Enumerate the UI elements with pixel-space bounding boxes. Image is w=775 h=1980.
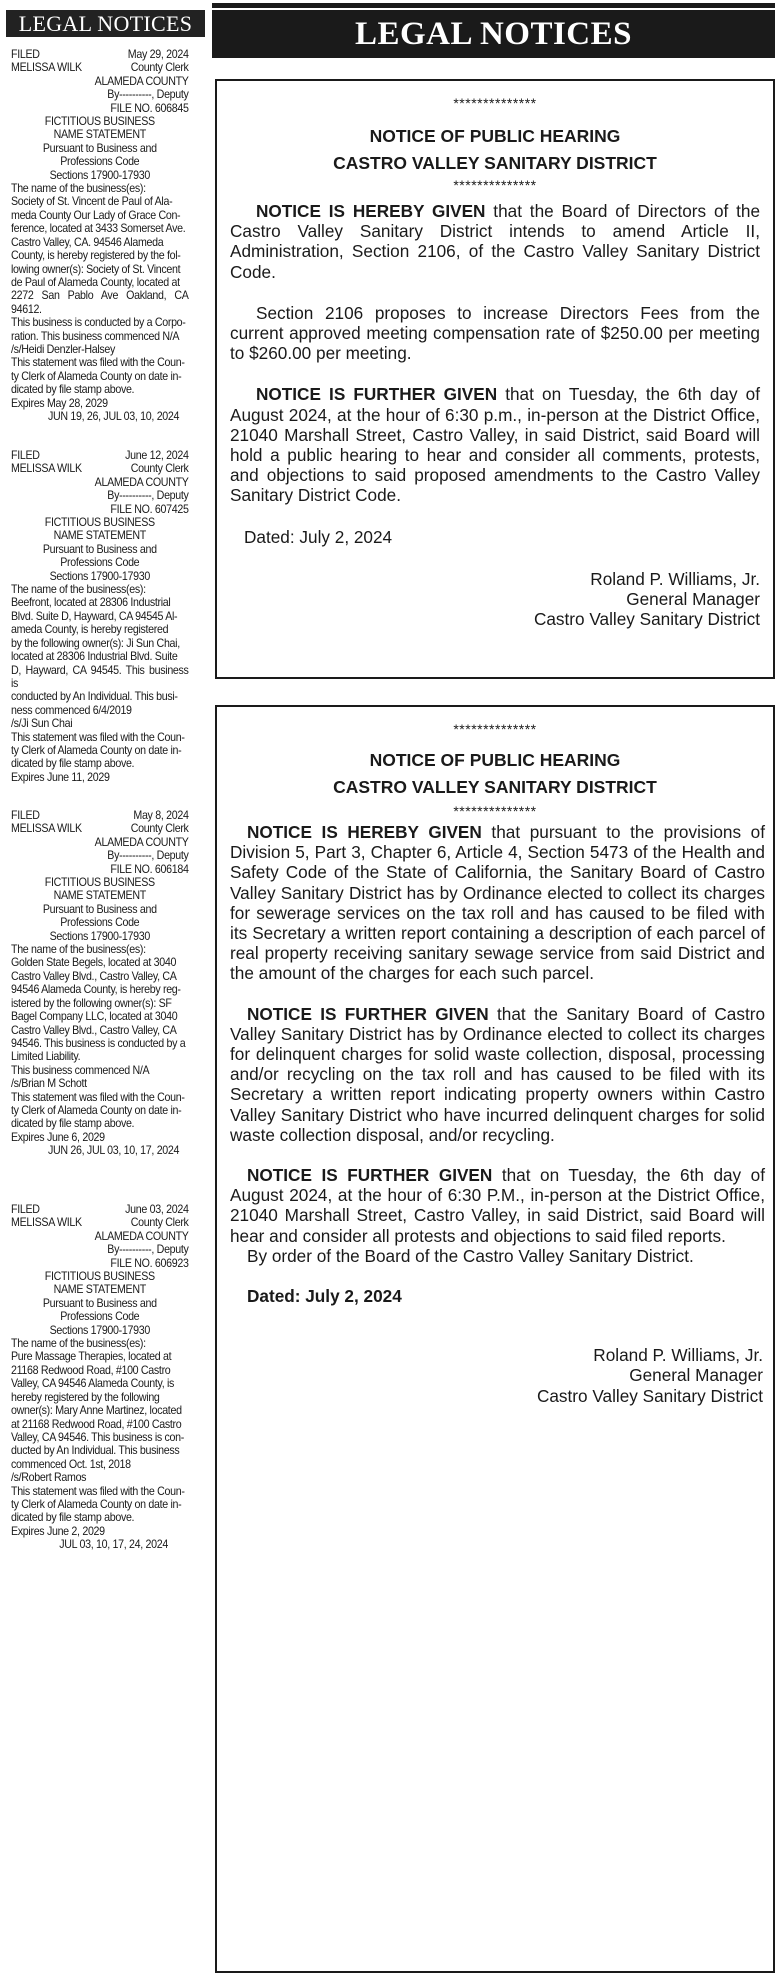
statement-body-line: Blvd. Suite D, Hayward, CA 94545 Al- — [11, 609, 178, 623]
clerk-title: County Clerk — [130, 61, 189, 75]
statement-body-line: conducted by An Individual. This busi- — [11, 690, 178, 704]
statement-heading-line: Professions Code — [60, 556, 140, 570]
filed-label: FILED — [11, 809, 40, 822]
statement-body-line: Valley, CA 94546. This business is con- — [11, 1430, 185, 1444]
statement-body-line: Valley, CA 94546 Alameda County, is — [11, 1377, 175, 1391]
statement-heading-line: Sections 17900-17930 — [49, 1323, 150, 1337]
left-column — [0, 0, 205, 1980]
statement-heading-line: Professions Code — [60, 155, 140, 169]
statement-body-line: 21168 Redwood Road, #100 Castro — [11, 1363, 171, 1377]
stars-divider-top: ************** — [453, 721, 537, 737]
filed-date: June 12, 2024 — [125, 449, 189, 462]
statement-body-line: D, Hayward, CA 94545. This business is — [11, 663, 189, 690]
statement-body-line: 94546 Alameda County, is hereby reg- — [11, 983, 181, 997]
statement-body-line: Expires June 2, 2029 — [11, 1524, 105, 1538]
statement-body-line: Castro Valley Blvd., Castro Valley, CA — [11, 969, 177, 983]
statement-body-line: meda County Our Lady of Grace Con- — [11, 208, 181, 222]
statement-body-line: Limited Liability. — [11, 1050, 81, 1064]
statement-heading-line: NAME STATEMENT — [53, 889, 146, 903]
fictitious-business-statement-1 — [11, 48, 189, 423]
filed-date: June 03, 2024 — [125, 1203, 189, 1216]
filed-row — [11, 809, 189, 822]
statement-body-line: Expires June 6, 2029 — [11, 1130, 105, 1144]
statement-heading-line: Professions Code — [60, 916, 140, 930]
notice-paragraph-4: By order of the Board of the Castro Valley Sanitary District. — [247, 1245, 694, 1266]
notice-lead-in: NOTICE IS FURTHER GIVEN — [247, 1003, 489, 1024]
statement-body-line: dicated by file stamp above. — [11, 383, 135, 397]
statement-heading-line: FICTITIOUS BUSINESS — [44, 1270, 155, 1284]
statement-body-line: The name of the business(es): — [11, 943, 146, 957]
stars-divider-top: ************** — [453, 95, 537, 111]
filed-row — [11, 449, 189, 462]
statement-body-line: lowing owner(s): Society of St. Vincent — [11, 262, 181, 276]
publication-dates: JUN 26, JUL 03, 10, 17, 2024 — [48, 1144, 180, 1158]
clerk-name: MELISSA WILK — [11, 61, 82, 75]
statement-body-line: This statement was filed with the Coun- — [11, 1090, 185, 1104]
statement-body-line: Expires June 11, 2029 — [11, 770, 110, 784]
statement-body-line: Castro Valley Blvd., Castro Valley, CA — [11, 1023, 177, 1037]
filed-row — [11, 48, 189, 61]
clerk-row — [11, 1216, 189, 1229]
statement-body-line: /s/Brian M Schott — [11, 1077, 87, 1091]
statement-body-line: dicated by file stamp above. — [11, 1511, 135, 1525]
statement-body-line: ness commenced 6/4/2019 — [11, 703, 132, 717]
deputy-line: By----------, Deputy — [107, 489, 189, 503]
publication-dates: JUN 19, 26, JUL 03, 10, 2024 — [48, 409, 180, 423]
statement-body-line: ameda County, is hereby registered — [11, 623, 169, 637]
statement-body-line: Society of St. Vincent de Paul of Ala- — [11, 195, 173, 209]
statement-body-line: Golden State Begels, located at 3040 — [11, 956, 177, 970]
statement-body-line: de Paul of Alameda County, located at — [11, 275, 180, 289]
statement-body-line: County, is hereby registered by the fol- — [11, 249, 181, 263]
statement-body-line: Castro Valley, CA. 94546 Alameda — [11, 235, 164, 249]
legal-notices-banner: LEGAL NOTICES — [212, 10, 775, 58]
statement-body-line: commenced Oct. 1st, 2018 — [11, 1457, 131, 1471]
clerk-name: MELISSA WILK — [11, 462, 82, 476]
notice-title-line2: CASTRO VALLEY SANITARY DISTRICT — [333, 777, 657, 797]
statement-heading-line: Pursuant to Business and — [42, 542, 157, 556]
notice-director-fees — [215, 79, 775, 679]
filed-row — [11, 1203, 189, 1216]
notice-tax-roll-charges — [215, 705, 775, 1973]
file-number: FILE NO. 606184 — [110, 862, 189, 876]
statement-body-line: The name of the business(es): — [11, 1337, 146, 1351]
clerk-row — [11, 61, 189, 74]
statement-body-line: dicated by file stamp above. — [11, 757, 135, 771]
statement-body-line: /s/Robert Ramos — [11, 1471, 87, 1485]
statement-body-line: Expires May 28, 2029 — [11, 396, 108, 410]
statement-body-line: ty Clerk of Alameda County on date in- — [11, 743, 182, 757]
statement-body-line: by the following owner(s): Ji Sun Chai, — [11, 636, 180, 650]
statement-heading-line: Sections 17900-17930 — [49, 929, 150, 943]
signature-name: Roland P. Williams, Jr. — [593, 1345, 763, 1366]
statement-body-line: at 21168 Redwood Road, #100 Castro — [11, 1417, 182, 1431]
notice-lead-in: NOTICE IS HEREBY GIVEN — [256, 201, 486, 221]
signature-title: General Manager — [626, 589, 760, 610]
right-column — [212, 0, 775, 1980]
clerk-name: MELISSA WILK — [11, 822, 82, 836]
statement-heading-line: Sections 17900-17930 — [49, 168, 150, 182]
stars-divider-bottom: ************** — [453, 803, 537, 819]
notice-paragraph-2: Section 2106 proposes to increase Directors Fees from the current approved meeting compensation rate of $250.00 per meeting to $260.00 per meeting. — [230, 302, 760, 364]
statement-heading-line: FICTITIOUS BUSINESS — [44, 876, 155, 890]
signature-name: Roland P. Williams, Jr. — [590, 568, 760, 589]
clerk-title: County Clerk — [130, 822, 189, 836]
deputy-line: By----------, Deputy — [107, 849, 189, 863]
left-column-header: LEGAL NOTICES — [6, 10, 205, 37]
statement-heading-line: Pursuant to Business and — [42, 902, 157, 916]
statement-heading-line: NAME STATEMENT — [53, 1283, 146, 1297]
deputy-line: By----------, Deputy — [107, 88, 189, 102]
statement-heading-line: Pursuant to Business and — [42, 141, 157, 155]
county-line: ALAMEDA COUNTY — [94, 835, 189, 849]
statement-heading-line: NAME STATEMENT — [53, 529, 146, 543]
statement-body-line: 94546. This business is conducted by a — [11, 1036, 186, 1050]
notice-title-line1: NOTICE OF PUBLIC HEARING — [369, 126, 621, 146]
statement-body-line: dicated by file stamp above. — [11, 1117, 135, 1131]
county-line: ALAMEDA COUNTY — [94, 74, 189, 88]
publication-dates: JUL 03, 10, 17, 24, 2024 — [59, 1538, 168, 1552]
signature-organization: Castro Valley Sanitary District — [536, 1385, 763, 1406]
statement-heading-line: Sections 17900-17930 — [49, 569, 150, 583]
statement-body-line: ty Clerk of Alameda County on date in- — [11, 369, 182, 383]
statement-body-line: This business commenced N/A — [11, 1063, 150, 1077]
file-number: FILE NO. 607425 — [110, 502, 189, 516]
notice-lead-in: NOTICE IS FURTHER GIVEN — [247, 1165, 493, 1186]
file-number: FILE NO. 606845 — [110, 101, 189, 115]
stars-divider-bottom: ************** — [453, 177, 537, 193]
file-number: FILE NO. 606923 — [110, 1256, 189, 1270]
statement-body-line: /s/Heidi Denzler-Halsey — [11, 342, 116, 356]
clerk-row — [11, 822, 189, 835]
fictitious-business-statement-2 — [11, 449, 189, 784]
statement-body-line: /s/Ji Sun Chai — [11, 717, 73, 731]
statement-body-line: ference, located at 3433 Somerset Ave. — [11, 222, 186, 236]
signature-title: General Manager — [629, 1365, 763, 1386]
statement-heading-line: FICTITIOUS BUSINESS — [44, 115, 155, 129]
statement-body-line: hereby registered by the following — [11, 1390, 160, 1404]
statement-heading-line: FICTITIOUS BUSINESS — [44, 516, 155, 530]
statement-body-line: Pure Massage Therapies, located at — [11, 1350, 172, 1364]
statement-body-line: ration. This business commenced N/A — [11, 329, 180, 343]
statement-body-line: istered by the following owner(s): SF — [11, 996, 172, 1010]
notice-title-line2: CASTRO VALLEY SANITARY DISTRICT — [333, 153, 657, 173]
notice-lead-in: NOTICE IS FURTHER GIVEN — [256, 384, 498, 405]
statement-body-line: ty Clerk of Alameda County on date in- — [11, 1497, 182, 1511]
statement-body-line: Beefront, located at 28306 Industrial — [11, 596, 171, 610]
statement-body-line: This business is conducted by a Corpo- — [11, 316, 186, 330]
clerk-title: County Clerk — [130, 1216, 189, 1230]
notice-title-line1: NOTICE OF PUBLIC HEARING — [369, 750, 621, 770]
clerk-row — [11, 462, 189, 475]
notice-paragraph-3: NOTICE IS FURTHER GIVEN that on Tuesday, the 6th day of August 2024, at the hour of 6:30 p.m., in-person at the District Office, 21040 Marshall Street, Castro Valley, in said District, said Board will hold a public hearing to hear and consider all comments, protests, and objections to said proposed amendments to the Castro Valley Sanitary District Code. — [230, 384, 760, 506]
statement-heading-line: NAME STATEMENT — [53, 128, 146, 142]
clerk-title: County Clerk — [130, 462, 189, 476]
deputy-line: By----------, Deputy — [107, 1243, 189, 1257]
fictitious-business-statement-3 — [11, 809, 189, 1158]
statement-body-line: The name of the business(es): — [11, 182, 146, 196]
county-line: ALAMEDA COUNTY — [94, 1229, 189, 1243]
signature-organization: Castro Valley Sanitary District — [533, 609, 760, 630]
notice-lead-in: NOTICE IS HEREBY GIVEN — [247, 822, 482, 842]
statement-body-line: The name of the business(es): — [11, 583, 146, 597]
notice-paragraph-3: NOTICE IS FURTHER GIVEN that on Tuesday, the 6th day of August 2024, at the hour of 6:30 P.M., in-person at the District Office, 21040 Marshall Street, Castro Valley, in said District, said Board will hear and consider all protests and objections to said filed reports. — [230, 1165, 766, 1246]
statement-body-line: This statement was filed with the Coun- — [11, 730, 185, 744]
county-line: ALAMEDA COUNTY — [94, 475, 189, 489]
fictitious-business-statement-4 — [11, 1203, 189, 1552]
statement-body-line: ducted by An Individual. This business — [11, 1444, 180, 1458]
filed-label: FILED — [11, 1203, 40, 1216]
statement-body-line: ty Clerk of Alameda County on date in- — [11, 1103, 182, 1117]
clerk-name: MELISSA WILK — [11, 1216, 82, 1230]
statement-heading-line: Pursuant to Business and — [42, 1296, 157, 1310]
filed-date: May 8, 2024 — [133, 809, 189, 822]
notice-paragraph-1: NOTICE IS HEREBY GIVEN that pursuant to the provisions of Division 5, Part 3, Chapter 6, Article 4, Section 5473 of the Health and Safety Code of the State of California, the Sanitary Board of Castro Valley Sanitary District has by Ordinance elected to collect its charges for sewerage services on the tax roll and has caused to be filed with its Secretary a written report containing a description of each parcel of real property receiving sanitary sewage service from said District and the amount of the charges for each such parcel. — [230, 822, 765, 984]
statement-body-line: owner(s): Mary Anne Martinez, located — [11, 1404, 182, 1418]
statement-body-line: located at 28306 Industrial Blvd. Suite — [11, 650, 178, 664]
statement-heading-line: Professions Code — [60, 1310, 140, 1324]
filed-label: FILED — [11, 449, 40, 462]
filed-date: May 29, 2024 — [127, 48, 189, 61]
statement-body-line: 2272 San Pablo Ave Oakland, CA 94612. — [11, 289, 189, 316]
statement-body-line: This statement was filed with the Coun- — [11, 1484, 185, 1498]
notice-paragraph-2: NOTICE IS FURTHER GIVEN that the Sanitary Board of Castro Valley Sanitary District has by Ordinance elected to collect its charges for delinquent charges for solid waste collection, disposal, processing and/or recycling on the tax roll and has caused to be filed with its Secretary a written report indicating property owners within Castro Valley Sanitary District who have incurred delinquent charges for solid waste collection disposal, and/or recycling. — [230, 1003, 765, 1145]
top-rule — [212, 3, 775, 8]
notice-paragraph-1: NOTICE IS HEREBY GIVEN that the Board of Directors of the Castro Valley Sanitary District intends to amend Article II, Administration, Section 2106, of the Castro Valley Sanitary District Code. — [230, 201, 761, 282]
notice-dated: Dated: July 2, 2024 — [247, 1286, 402, 1307]
statement-body-line: Bagel Company LLC, located at 3040 — [11, 1010, 178, 1024]
filed-label: FILED — [11, 48, 40, 61]
statement-body-line: This statement was filed with the Coun- — [11, 356, 185, 370]
notice-dated: Dated: July 2, 2024 — [244, 526, 393, 547]
